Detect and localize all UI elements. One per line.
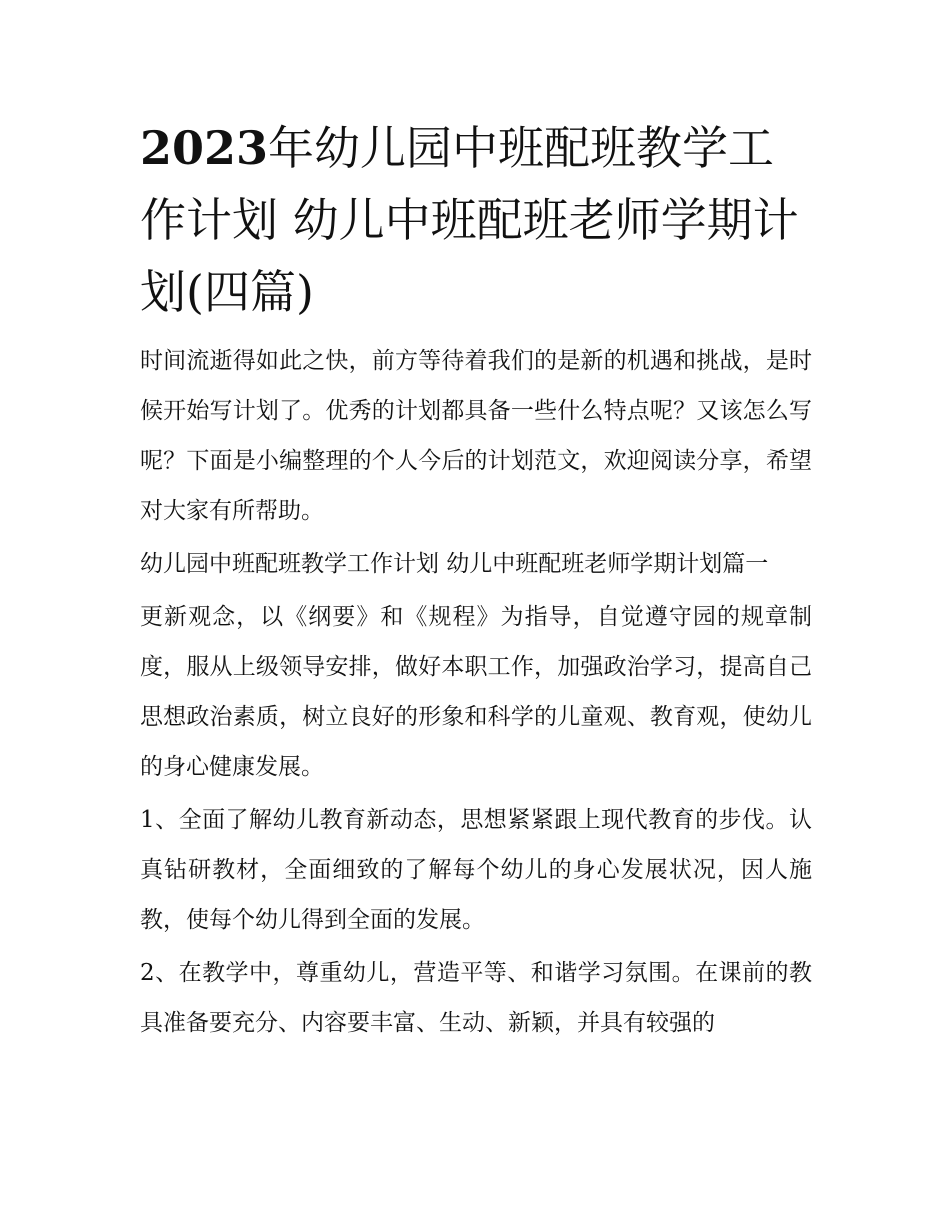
section-heading: 幼儿园中班配班教学工作计划 幼儿中班配班老师学期计划篇一 bbox=[140, 551, 769, 577]
list-item-1: 1、全面了解幼儿教育新动态，思想紧紧跟上现代教育的步伐。认真钻研教材，全面细致的了解每个幼儿的身心发展状况，因人施教，使每个幼儿得到全面的发展。 bbox=[140, 807, 812, 933]
document-page bbox=[140, 112, 812, 1048]
title-year: 2023 bbox=[140, 121, 269, 175]
document-title bbox=[140, 112, 812, 328]
title-text: 年幼儿园中班配班教学工作计划 幼儿中班配班老师学期计划(四篇) bbox=[140, 121, 799, 319]
intro-paragraph: 时间流逝得如此之快，前方等待着我们的是新的机遇和挑战，是时候开始写计划了。优秀的计划都具备一些什么特点呢？又该怎么写呢？下面是小编整理的个人今后的计划范文，欢迎阅读分享，希望对大家有所帮助。 bbox=[140, 348, 812, 524]
list-item-2: 2、在教学中，尊重幼儿，营造平等、和谐学习氛围。在课前的教具准备要充分、内容要丰富、生动、新颖，并具有较强的 bbox=[140, 960, 812, 1036]
body-paragraph: 更新观念，以《纲要》和《规程》为指导，自觉遵守园的规章制度，服从上级领导安排，做好本职工作，加强政治学习，提高自己思想政治素质，树立良好的形象和科学的儿童观、教育观，使幼儿的身心健康发展。 bbox=[140, 604, 812, 780]
